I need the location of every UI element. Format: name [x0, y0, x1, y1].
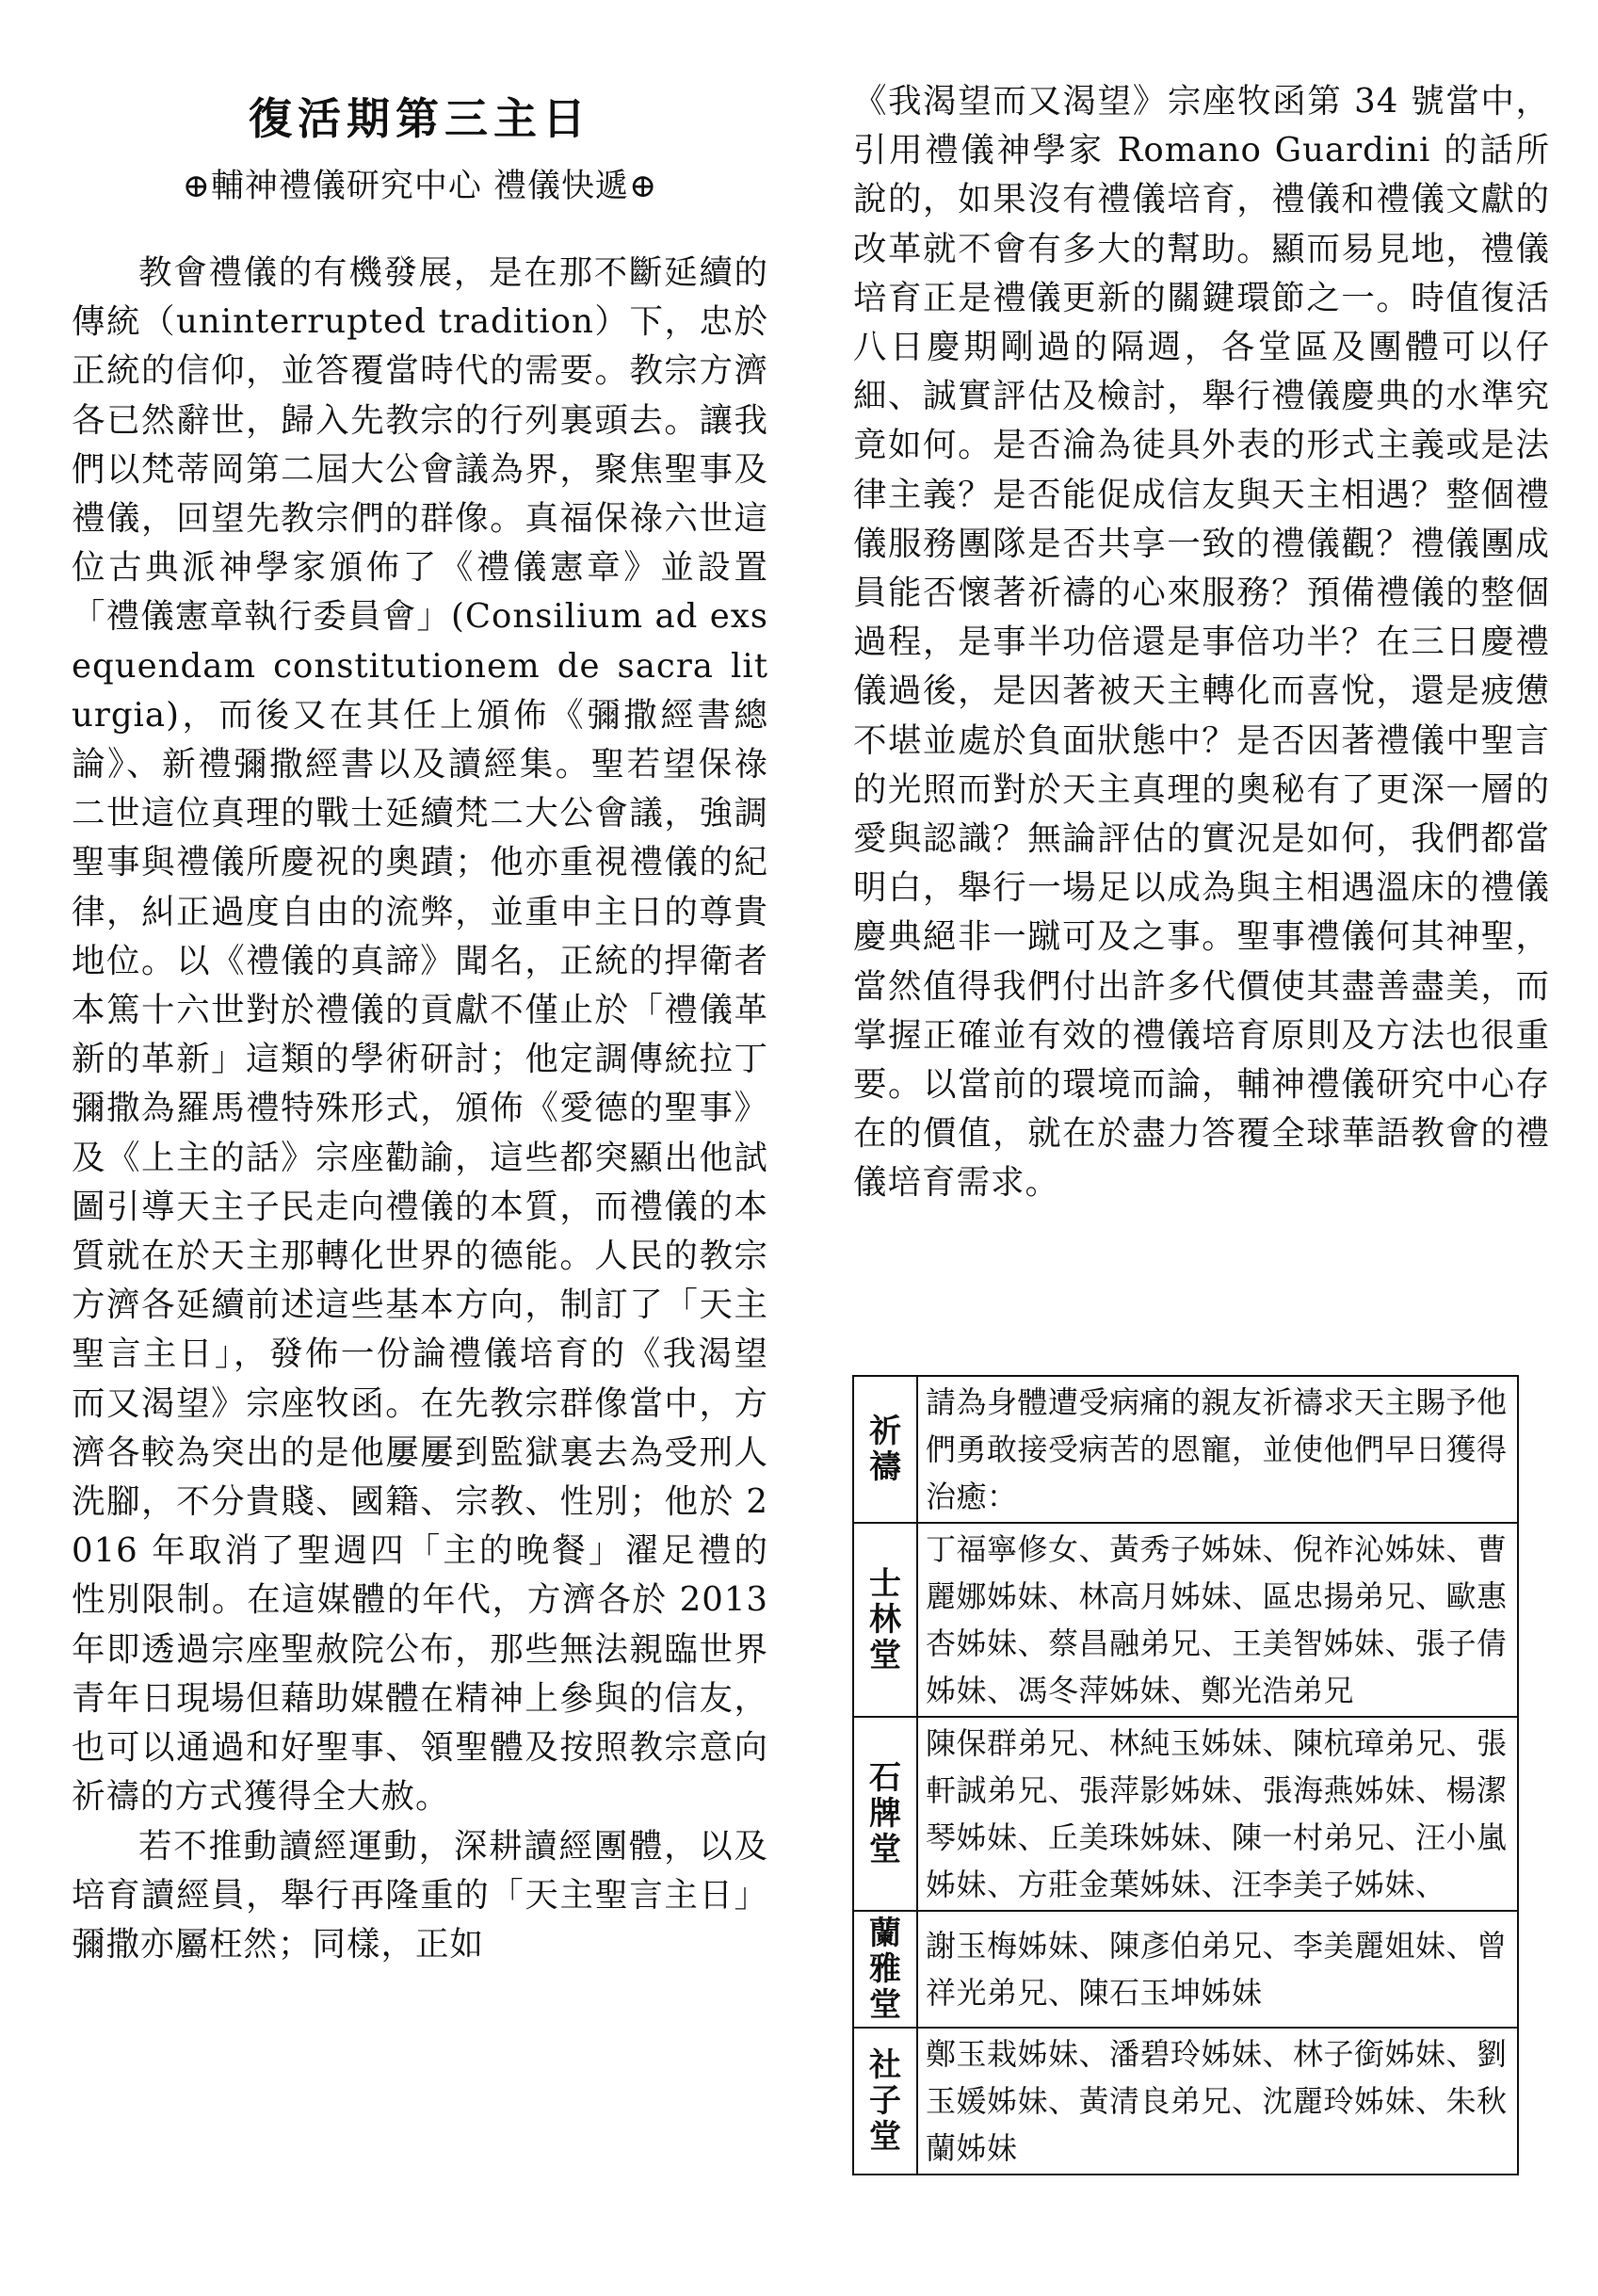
prayer-row-shezi: [853, 2028, 1518, 2175]
article-paragraph-2-start: 若不推動讀經運動，深耕讀經團體，以及培育讀經員，舉行再隆重的「天主聖言主日」彌撒亦屬枉然；同樣，正如: [72, 1826, 768, 1964]
parish-label-lanya: 蘭 雅 堂: [853, 1911, 917, 2028]
names-list-shilin: 丁福寧修女、黃秀子姊妹、倪祚沁姊妹、曹麗娜姊妹、林高月姊妹、區忠揚弟兄、歐惠杏姊妹、蔡昌融弟兄、王美智姊妹、張子倩姊妹、馮冬萍姊妹、鄭光浩弟兄: [917, 1523, 1518, 1717]
page-title: 復活期第三主日: [249, 93, 591, 144]
parish-label-shipai: 石 牌 堂: [853, 1717, 917, 1911]
names-list-shipai: 陳保群弟兄、林純玉姊妹、陳杭璋弟兄、張軒誠弟兄、張萍影姊妹、張海燕姊妹、楊潔琴姊妹、丘美珠姊妹、陳一村弟兄、汪小嵐姊妹、方莊金葉姊妹、汪李美子姊妹、: [917, 1717, 1518, 1911]
parish-label-shilin: 士 林 堂: [853, 1523, 917, 1717]
prayer-row-lanya: [853, 1911, 1518, 2028]
page-subtitle: ⊕輔神禮儀研究中心 禮儀快遞⊕: [182, 168, 658, 205]
prayer-row-shipai: [853, 1717, 1518, 1911]
prayer-intention-text: 請為身體遭受病痛的親友祈禱求天主賜予他們勇敢接受病苦的恩寵，並使他們早日獲得治癒：: [917, 1376, 1518, 1523]
right-column: [853, 77, 1550, 1208]
names-list-shezi: 鄭玉栽姊妹、潘碧玲姊妹、林子銜姊妹、劉玉媛姊妹、黃清良弟兄、沈麗玲姊妹、朱秋蘭姊妹: [917, 2028, 1518, 2175]
prayer-label: 祈 禱: [853, 1376, 917, 1523]
prayer-row-shilin: [853, 1523, 1518, 1717]
left-column: [72, 85, 768, 1969]
article-paragraph-1: 教會禮儀的有機發展，是在那不斷延續的傳統（uninterrupted tradition）下，忠於正統的信仰，並答覆當時代的需要。教宗方濟各已然辭世，歸入先教宗的行列裏頭去。讓我們以梵蒂岡第二屆大公會議為界，聚焦聖事及禮儀，回望先教宗們的群像。真福保祿六世這位古典派神學家頒佈了《禮儀憲章》並設置「禮儀憲章執行委員會」(Consilium ad exsequendam constitutionem de sacra liturgia)，而後又在其任上頒佈《彌撒經書總論》、新禮彌撒經書以及讀經集。聖若望保祿二世這位真理的戰士延續梵二大公會議，強調聖事與禮儀所慶祝的奧蹟；他亦重視禮儀的紀律，糾正過度自由的流弊，並重申主日的尊貴地位。以《禮儀的真諦》聞名，正統的捍衛者本篤十六世對於禮儀的貢獻不僅止於「禮儀革新的革新」這類的學術研討；他定調傳統拉丁彌撒為羅馬禮特殊形式，頒佈《愛德的聖事》及《上主的話》宗座勸諭，這些都突顯出他試圖引導天主子民走向禮儀的本質，而禮儀的本質就在於天主那轉化世界的德能。人民的教宗方濟各延續前述這些基本方向，制訂了「天主聖言主日」，發佈一份論禮儀培育的《我渴望而又渴望》宗座牧函。在先教宗群像當中，方濟各較為突出的是他屢屢到監獄裏去為受刑人洗腳，不分貴賤、國籍、宗教、性別；他於 2016 年取消了聖週四「主的晚餐」濯足禮的性別限制。在這媒體的年代，方濟各於 2013 年即透過宗座聖赦院公布，那些無法親臨世界青年日現場但藉助媒體在精神上參與的信友，也可以通過和好聖事、領聖體及按照教宗意向祈禱的方式獲得全大赦。: [72, 253, 768, 1817]
parish-label-shezi: 社 子 堂: [853, 2028, 917, 2175]
prayer-row-intro: [853, 1376, 1518, 1523]
prayer-table: [852, 1375, 1519, 2175]
article-paragraph-2-continued: 《我渴望而又渴望》宗座牧函第 34 號當中，引用禮儀神學家 Romano Guardini 的話所說的，如果沒有禮儀培育，禮儀和禮儀文獻的改革就不會有多大的幫助。顯而易見地，禮儀培育正是禮儀更新的關鍵環節之一。時值復活八日慶期剛過的隔週，各堂區及團體可以仔細、誠實評估及檢討，舉行禮儀慶典的水準究竟如何。是否淪為徒具外表的形式主義或是法律主義？是否能促成信友與天主相遇？整個禮儀服務團隊是否共享一致的禮儀觀？禮儀團成員能否懷著祈禱的心來服務？預備禮儀的整個過程，是事半功倍還是事倍功半？在三日慶禮儀過後，是因著被天主轉化而喜悅，還是疲憊不堪並處於負面狀態中？是否因著禮儀中聖言的光照而對於天主真理的奧秘有了更深一層的愛與認識？無論評估的實況是如何，我們都當明白，舉行一場足以成為與主相遇溫床的禮儀慶典絕非一蹴可及之事。聖事禮儀何其神聖，當然值得我們付出許多代價使其盡善盡美，而掌握正確並有效的禮儀培育原則及方法也很重要。以當前的環境而論，輔神禮儀研究中心存在的價值，就在於盡力答覆全球華語教會的禮儀培育需求。: [853, 82, 1550, 1203]
names-list-lanya: 謝玉梅姊妹、陳彥伯弟兄、李美麗姐妹、曾祥光弟兄、陳石玉坤姊妹: [917, 1911, 1518, 2028]
